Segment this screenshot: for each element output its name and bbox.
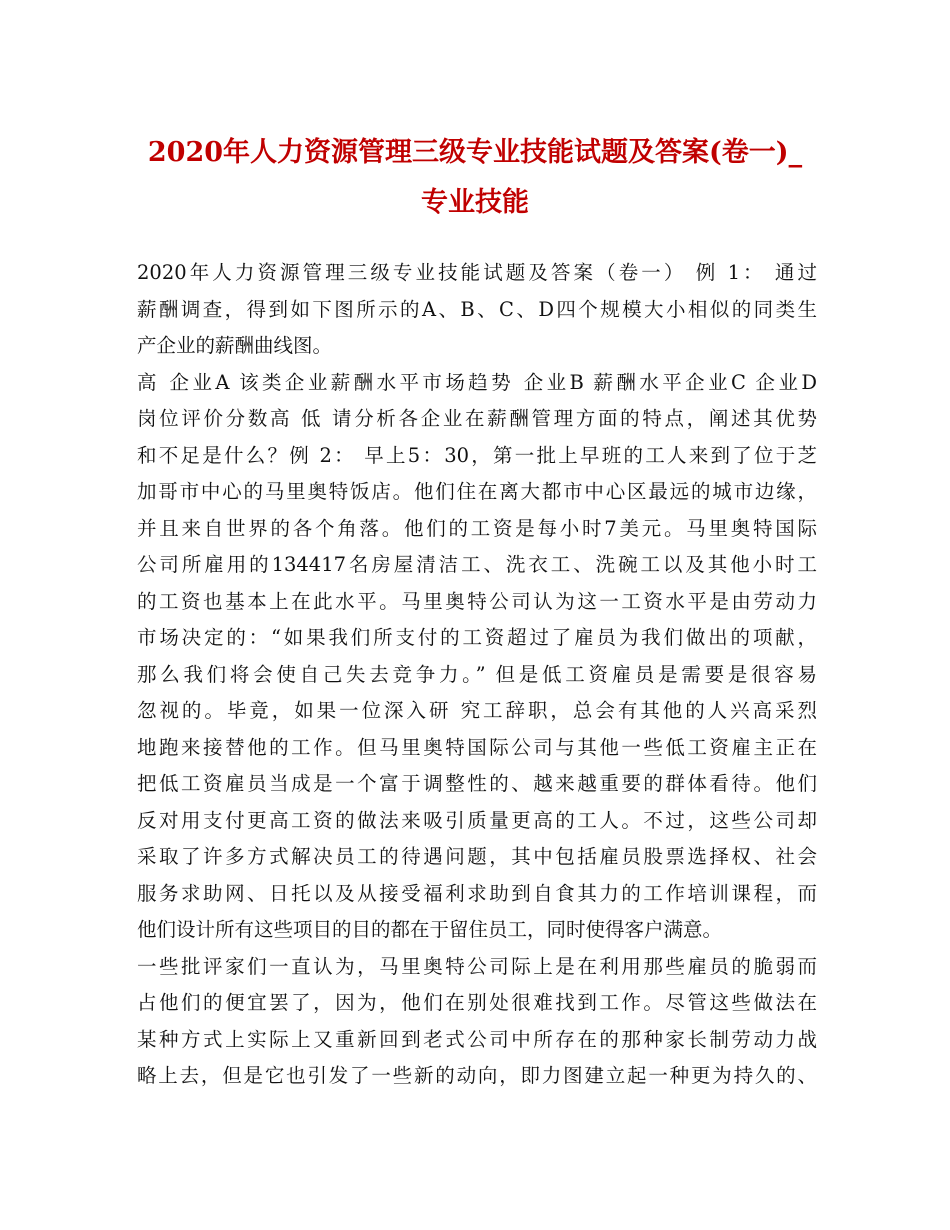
body-line: 市场决定的：“如果我们所支付的工资超过了雇员为我们做出的项献， (137, 626, 817, 649)
body-line: 把低工资雇员当成是一个富于调整性的、越来越重要的群体看待。他们 (137, 772, 817, 795)
document-title (120, 128, 830, 228)
body-line: 产企业的薪酬曲线图。 (137, 334, 333, 357)
body-line: 高 企业A 该类企业薪酬水平市场趋势 企业B 薪酬水平企业C 企业D (137, 370, 817, 394)
body-line: 的工资也基本上在此水平。马里奥特公司认为这一工资水平是由劳动力 (137, 589, 817, 613)
body-line: 反对用支付更高工资的做法来吸引质量更高的工人。不过，这些公司却 (137, 808, 817, 832)
body-line: 地跑来接替他的工作。但马里奥特国际公司与其他一些低工资雇主正在 (137, 735, 817, 759)
body-line: 他们设计所有这些项目的目的都在于留住员工，同时使得客户满意。 (137, 918, 723, 941)
body-line: 占他们的便宜罢了，因为，他们在别处很难找到工作。尽管这些做法在 (137, 991, 817, 1014)
body-line: 和不足是什么？例 2： 早上5：30，第一批上早班的工人来到了位于芝 (137, 443, 817, 467)
body-line: 公司所雇用的134417名房屋清洁工、洗衣工、洗碗工以及其他小时工 (137, 553, 817, 576)
body-line: 略上去，但是它也引发了一些新的动向，即力图建立起一种更为持久的、 (137, 1064, 817, 1087)
body-line: 某种方式上实际上又重新回到老式公司中所存在的那种家长制劳动力战 (137, 1027, 817, 1051)
document-body (137, 255, 817, 1095)
body-line: 采取了许多方式解决员工的待遇问题，其中包括雇员股票选择权、社会 (137, 845, 817, 868)
title-line-1: 2020年人力资源管理三级专业技能试题及答案(卷一)_ (147, 137, 803, 168)
body-line: 薪酬调查，得到如下图所示的A、B、C、D四个规模大小相似的同类生 (137, 297, 817, 321)
body-line: 服务求助网、日托以及从接受福利求助到自食其力的工作培训课程，而 (137, 881, 817, 905)
body-line: 一些批评家们一直认为，马里奥特公司际上是在利用那些雇员的脆弱而 (137, 954, 817, 978)
body-line: 那么我们将会使自己失去竞争力。” 但是低工资雇员是需要是很容易 (137, 662, 817, 686)
body-line: 2020年人力资源管理三级专业技能试题及答案（卷一） 例 1： 通过 (137, 261, 817, 284)
body-line: 并且来自世界的各个角落。他们的工资是每小时7美元。马里奥特国际 (137, 516, 817, 540)
title-line-2: 专业技能 (421, 187, 529, 218)
body-line: 加哥市中心的马里奥特饭店。他们住在离大都市中心区最远的城市边缘， (137, 480, 817, 503)
body-line: 忽视的。毕竟，如果一位深入研 究工辞职，总会有其他的人兴高采烈 (137, 699, 817, 722)
body-line: 岗位评价分数高 低 请分析各企业在薪酬管理方面的特点，阐述其优势 (137, 407, 817, 430)
